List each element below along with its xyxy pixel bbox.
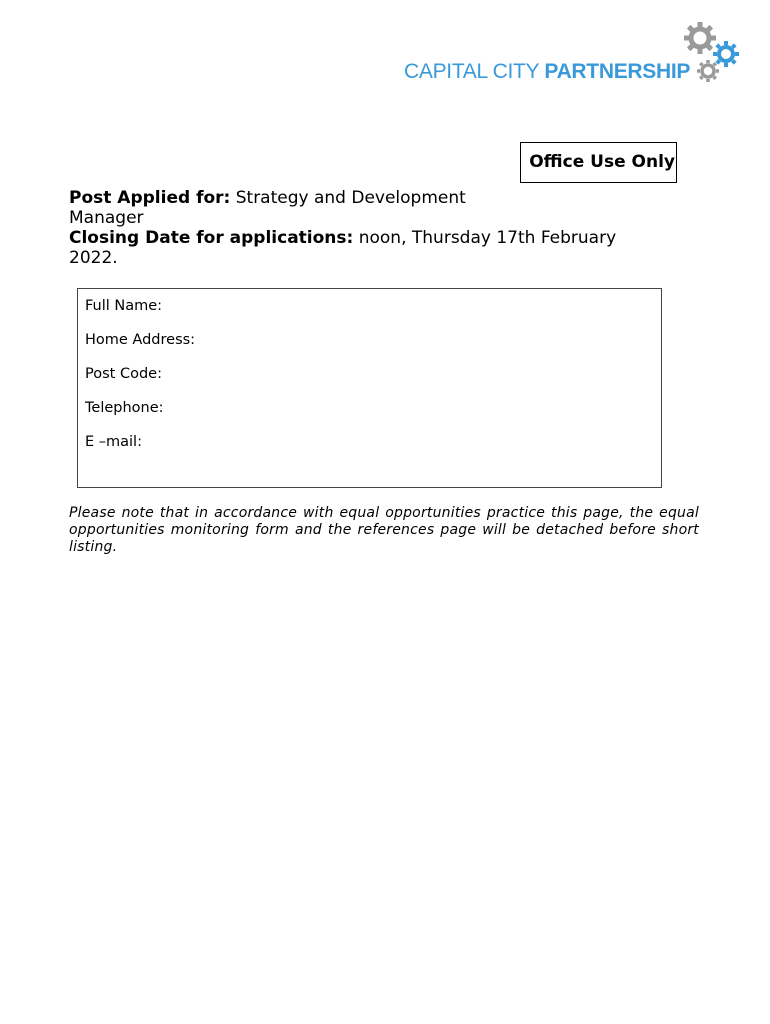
personal-details-box [77, 288, 662, 488]
equal-opportunities-note: Please note that in accordance with equal opportunities practice this page, the equal opportunities monitoring form and the references page will be detached before short listing. [69, 505, 699, 555]
logo-text [404, 60, 690, 84]
logo-text-light: CAPITAL CITY [404, 60, 545, 83]
logo-text-bold: PARTNERSHIP [544, 60, 691, 83]
gears-icon [682, 20, 744, 86]
post-applied-line [69, 188, 669, 208]
closing-date-value-cont: 2022. [69, 248, 118, 268]
closing-date-value: noon, Thursday 17th February [353, 228, 617, 248]
post-applied-value-cont: Manager [69, 208, 144, 228]
post-applied-label: Post Applied for: [69, 188, 231, 208]
capital-city-partnership-logo [404, 20, 744, 88]
closing-date-line [69, 228, 669, 248]
home-address-label: Home Address: [85, 332, 196, 348]
full-name-label: Full Name: [85, 298, 163, 314]
post-code-label: Post Code: [85, 366, 162, 382]
office-use-box: Office Use Only [520, 142, 677, 183]
telephone-label: Telephone: [85, 400, 164, 416]
closing-date-label: Closing Date for applications: [69, 228, 354, 248]
post-applied-value: Strategy and Development [230, 188, 466, 208]
post-info [69, 188, 669, 268]
email-label: E –mail: [85, 434, 142, 450]
